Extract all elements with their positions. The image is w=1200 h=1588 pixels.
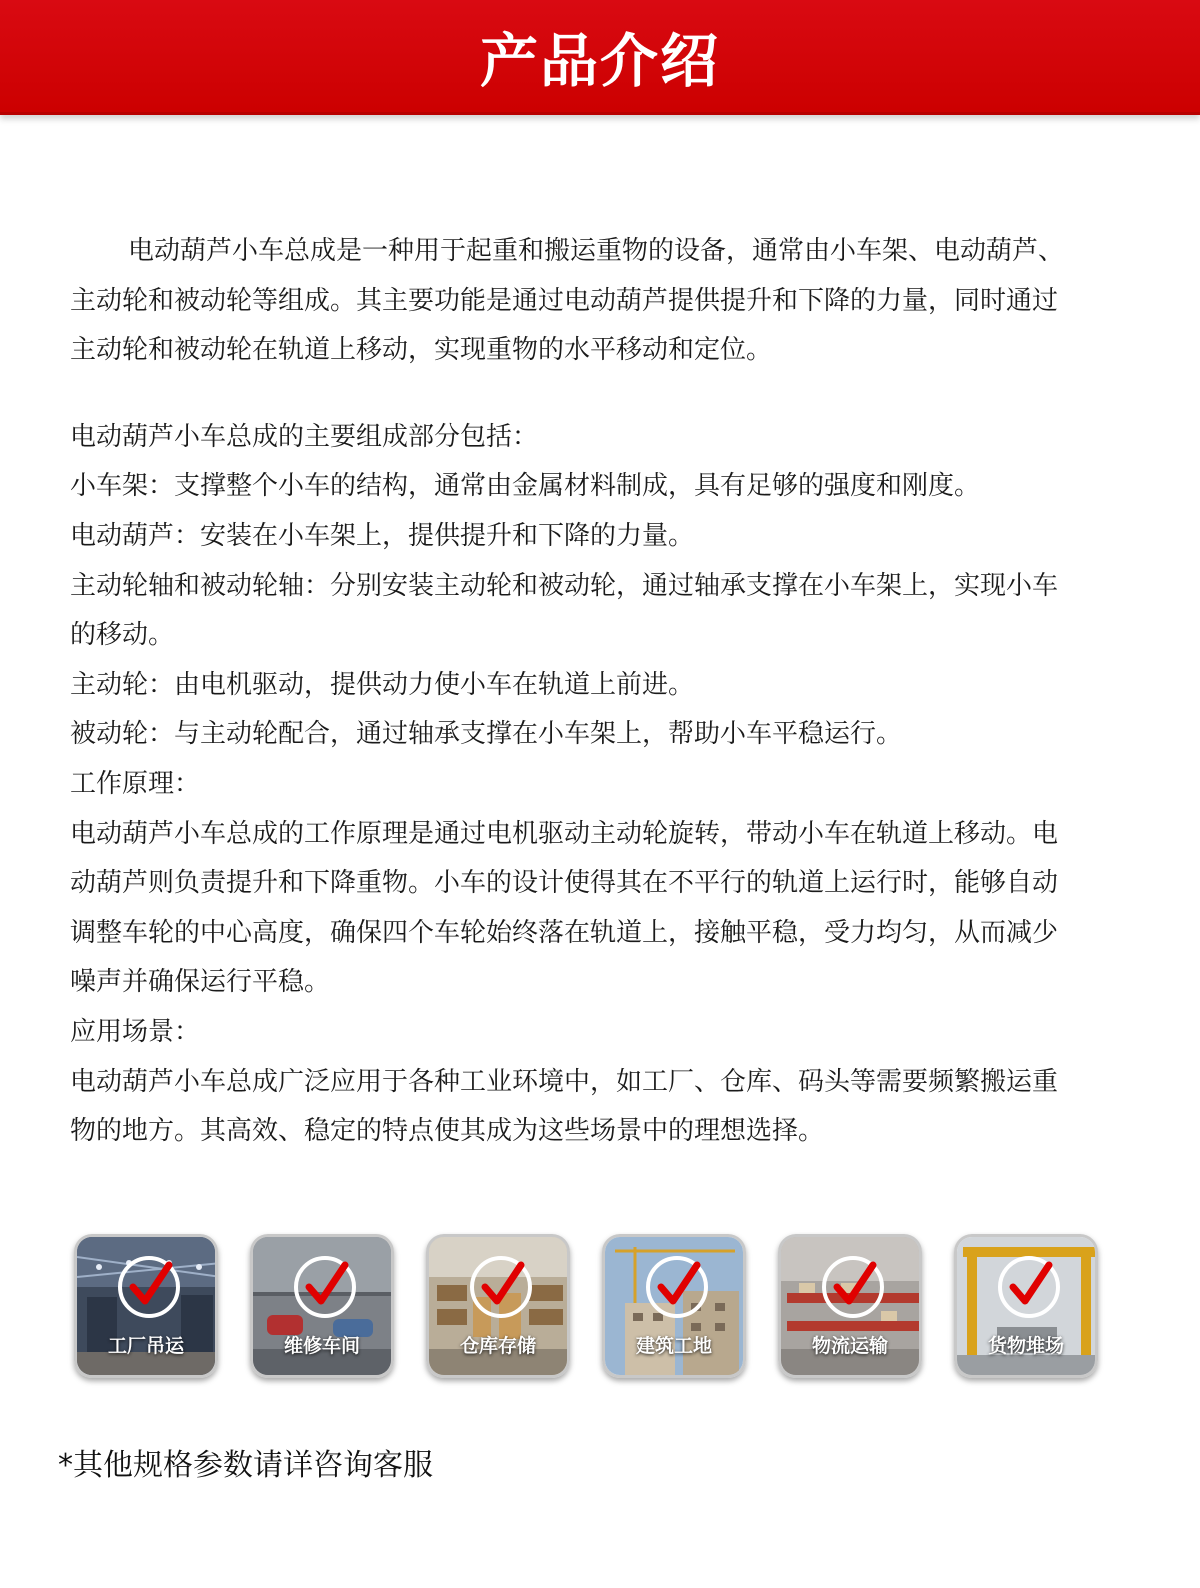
product-description [70, 227, 1070, 1157]
principle-heading: 工作原理： [70, 768, 201, 799]
scene-label: 物流运输 [811, 1335, 888, 1357]
scene-tile-workshop [250, 1234, 394, 1378]
check-icon [997, 1255, 1061, 1319]
scene-tile-yard [954, 1234, 1098, 1378]
components-heading: 电动葫芦小车总成的主要组成部分包括： [70, 421, 539, 452]
check-icon [821, 1255, 885, 1319]
component-item: 主动轮：由电机驱动，提供动力使小车在轨道上前进。 [70, 669, 695, 700]
check-icon [293, 1255, 357, 1319]
footnote: *其他规格参数请详咨询客服 [58, 1448, 433, 1483]
scene-tile-factory [74, 1234, 218, 1378]
principle-text: 电动葫芦小车总成的工作原理是通过电机驱动主动轮旋转，带动小车在轨道上移动。电动葫芦则负责提升和下降重物。小车的设计使得其在不平行的轨道上运行时，能够自动调整车轮的中心高度，确保四个车轮始终落在轨道上，接触平稳，受力均匀，从而减少噪声并确保运行平稳。 [70, 818, 1059, 998]
component-item: 小车架：支撑整个小车的结构，通常由金属材料制成，具有足够的强度和刚度。 [70, 471, 981, 502]
header-banner [0, 0, 1200, 115]
scene-tile-construction [602, 1234, 746, 1378]
scene-tiles [74, 1234, 1104, 1378]
component-item: 主动轮轴和被动轮轴：分别安装主动轮和被动轮，通过轴承支撑在小车架上，实现小车的移动。 [70, 570, 1059, 651]
check-icon [117, 1255, 181, 1319]
scene-label: 货物堆场 [987, 1335, 1064, 1357]
component-item: 被动轮：与主动轮配合，通过轴承支撑在小车架上，帮助小车平稳运行。 [70, 719, 903, 750]
application-heading: 应用场景： [70, 1016, 201, 1047]
scene-label: 维修车间 [283, 1335, 360, 1357]
paragraph-gap [70, 376, 1070, 413]
page-title: 产品介绍 [479, 27, 720, 95]
check-icon [645, 1255, 709, 1319]
intro-paragraph: 电动葫芦小车总成是一种用于起重和搬运重物的设备，通常由小车架、电动葫芦、主动轮和被动轮等组成。其主要功能是通过电动葫芦提供提升和下降的力量，同时通过主动轮和被动轮在轨道上移动，实现重物的水平移动和定位。 [70, 236, 1065, 366]
scene-label: 建筑工地 [635, 1335, 712, 1357]
component-item: 电动葫芦：安装在小车架上，提供提升和下降的力量。 [70, 520, 695, 551]
application-text: 电动葫芦小车总成广泛应用于各种工业环境中，如工厂、仓库、码头等需要频繁搬运重物的地方。其高效、稳定的特点使其成为这些场景中的理想选择。 [70, 1066, 1059, 1147]
scene-tile-logistics [778, 1234, 922, 1378]
check-icon [469, 1255, 533, 1319]
scene-tile-warehouse [426, 1234, 570, 1378]
scene-label: 仓库存储 [459, 1335, 536, 1357]
scene-label: 工厂吊运 [107, 1335, 184, 1357]
